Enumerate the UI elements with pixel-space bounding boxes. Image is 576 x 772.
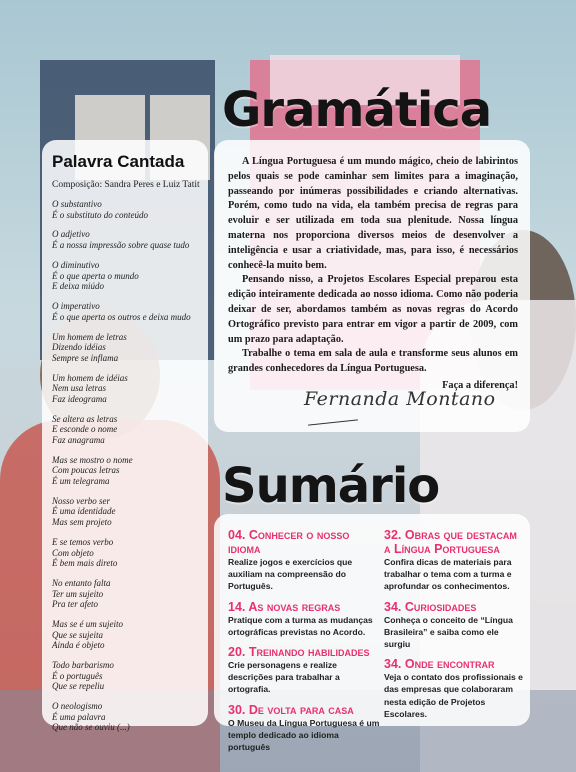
lyric-line: Dizendo idéias bbox=[52, 342, 106, 353]
summary-item-title: 32. Obras que destacam a Língua Portuguesa bbox=[384, 528, 517, 556]
summary-item[interactable] bbox=[228, 703, 380, 754]
song-stanza bbox=[52, 260, 200, 292]
summary-item[interactable] bbox=[228, 528, 380, 593]
lyric-line: É uma palavra bbox=[52, 711, 106, 722]
lyric-line: É um telegrama bbox=[52, 475, 110, 486]
lyric-line: Mas se mostro o nome bbox=[52, 454, 133, 465]
intro-panel bbox=[214, 140, 530, 432]
summary-item-description: Crie personagens e realize descrições para trabalhar a ortografia. bbox=[228, 660, 340, 695]
gramatica-heading: Gramática bbox=[222, 82, 492, 138]
lyric-line: E se temos verbo bbox=[52, 536, 114, 547]
lyric-line: Faz anagrama bbox=[52, 434, 105, 445]
song-stanza bbox=[52, 537, 200, 569]
song-stanza bbox=[52, 701, 200, 733]
lyric-line: Nem usa letras bbox=[52, 383, 106, 394]
lyric-line: O imperativo bbox=[52, 301, 100, 312]
song-lyrics bbox=[52, 199, 200, 733]
summary-item-description: Conheça o conceito de “Língua Brasileira” e saiba como ele surgiu bbox=[384, 614, 513, 650]
sign-off: Faça a diferença! bbox=[442, 379, 518, 391]
summary-item-description: Realize jogos e exercícios que auxiliam na compreensão do Português. bbox=[228, 557, 353, 592]
lyric-line: Que não se ouviu (...) bbox=[52, 722, 130, 733]
editor-signature: Fernanda Montano bbox=[304, 388, 530, 432]
lyric-line: E deixa miúdo bbox=[52, 281, 104, 292]
summary-item[interactable] bbox=[228, 600, 380, 638]
summary-item[interactable] bbox=[228, 645, 380, 696]
lyric-line: Que se sujeita bbox=[52, 629, 103, 640]
lyric-line: Nosso verbo ser bbox=[52, 495, 110, 506]
lyric-line: Sempre se inflama bbox=[52, 352, 119, 363]
intro-paragraph: A Língua Portuguesa é um mundo mágico, cheio de labirintos pelos quais se pode caminhar sem limites para a imaginação, passeando por inúmeras possibilidades e criando alternativas. Porém, como tudo na vida, ela também precisa de regras para evoluir e ser utilizada em toda sua plenitude. Nossa língua materna nos proporciona diversos meios de desenvolver a inteligência e usar a criatividade, mas, para isso, é necessários conhecê-la muito bem. bbox=[228, 156, 518, 271]
summary-item-description: O Museu da Língua Portuguesa é um templo dedicado ao idioma português bbox=[228, 717, 380, 753]
summary-item-title: 34. Curiosidades bbox=[384, 599, 477, 614]
sumario-heading: Sumário bbox=[222, 458, 440, 514]
song-stanza bbox=[52, 229, 200, 250]
lyric-line: É a nossa impressão sobre quase tudo bbox=[52, 240, 190, 251]
lyric-line: É o português bbox=[52, 670, 103, 681]
song-stanza bbox=[52, 455, 200, 487]
lyric-line: É bem mais direto bbox=[52, 558, 118, 569]
lyric-line: O substantivo bbox=[52, 199, 102, 209]
song-stanza bbox=[52, 373, 200, 405]
summary-item-description: Confira dicas de materiais para trabalhar o tema com a turma e aprofundar os conhecimentos. bbox=[384, 557, 512, 592]
summary-column-right bbox=[384, 528, 524, 727]
lyric-line: É uma identidade bbox=[52, 506, 116, 517]
lyric-line: Que se repeliu bbox=[52, 681, 105, 692]
lyric-line: Um homem de idéias bbox=[52, 372, 128, 383]
lyric-line: O neologismo bbox=[52, 701, 103, 712]
intro-paragraph: Trabalhe o tema em sala de aula e transforme seus alunos em grandes conhecedores da Língua Portuguesa. bbox=[228, 348, 518, 375]
lyric-line: O adjetivo bbox=[52, 229, 90, 240]
song-stanza bbox=[52, 660, 200, 692]
lyric-line: Com objeto bbox=[52, 547, 94, 558]
summary-column-left bbox=[228, 528, 380, 760]
lyric-line: Ainda é objeto bbox=[52, 640, 105, 651]
lyric-line: O diminutivo bbox=[52, 259, 100, 270]
song-stanza bbox=[52, 578, 200, 610]
lyric-line: Ter um sujeito bbox=[52, 588, 104, 599]
summary-item-title: 34. Onde encontrar bbox=[384, 657, 495, 672]
song-stanza bbox=[52, 301, 200, 322]
summary-item-description: Pratique com a turma as mudanças ortográficas previstas no Acordo. bbox=[228, 614, 373, 637]
song-stanza bbox=[52, 619, 200, 651]
song-panel bbox=[42, 140, 208, 733]
lyric-line: Com poucas letras bbox=[52, 465, 120, 476]
song-stanza bbox=[52, 496, 200, 528]
summary-panel bbox=[214, 514, 530, 753]
lyric-line: Um homem de letras bbox=[52, 331, 127, 342]
lyric-line: Mas sem projeto bbox=[52, 517, 112, 528]
lyric-line: É o que aperta o mundo bbox=[52, 270, 139, 281]
summary-item[interactable] bbox=[384, 657, 524, 720]
lyric-line: Se altera as letras bbox=[52, 413, 118, 424]
lyric-line: E esconde o nome bbox=[52, 424, 118, 435]
summary-item-description: Veja o contato dos profissionais e das empresas que colaboraram nesta edição de Projetos Escolares. bbox=[384, 672, 523, 719]
lyric-line: Pra ter afeto bbox=[52, 599, 98, 610]
lyric-line: É o substituto do conteúdo bbox=[52, 209, 148, 220]
song-stanza bbox=[52, 332, 200, 364]
song-stanza bbox=[52, 414, 200, 446]
song-credit: Composição: Sandra Peres e Luiz Tatit bbox=[52, 180, 200, 190]
summary-item-title: 04. Conhecer o nosso idioma bbox=[228, 528, 350, 556]
lyric-line: Faz ideograma bbox=[52, 393, 107, 404]
lyric-line: Mas se é um sujeito bbox=[52, 619, 123, 630]
summary-item-title: 14. As novas regras bbox=[228, 599, 341, 614]
summary-item-title: 30. De volta para casa bbox=[228, 702, 354, 717]
lyric-line: É o que aperta os outros e deixa mudo bbox=[52, 311, 191, 322]
lyric-line: No entanto falta bbox=[52, 578, 111, 588]
song-title: Palavra Cantada bbox=[52, 152, 185, 171]
intro-paragraph: Pensando nisso, a Projetos Escolares Especial preparou esta edição inteiramente dedicada ao nosso idioma. Como não poderia deixar de ser, abordamos também as novas regras do Acordo Ortográfico previsto para entrar em vigor a partir de 2009, com um prazo para adaptação. bbox=[228, 274, 518, 345]
summary-item-title: 20. Treinando habilidades bbox=[228, 645, 370, 660]
song-stanza bbox=[52, 199, 200, 220]
summary-item[interactable] bbox=[384, 528, 524, 593]
lyric-line: Todo barbarismo bbox=[52, 660, 114, 671]
summary-item[interactable] bbox=[384, 600, 524, 651]
